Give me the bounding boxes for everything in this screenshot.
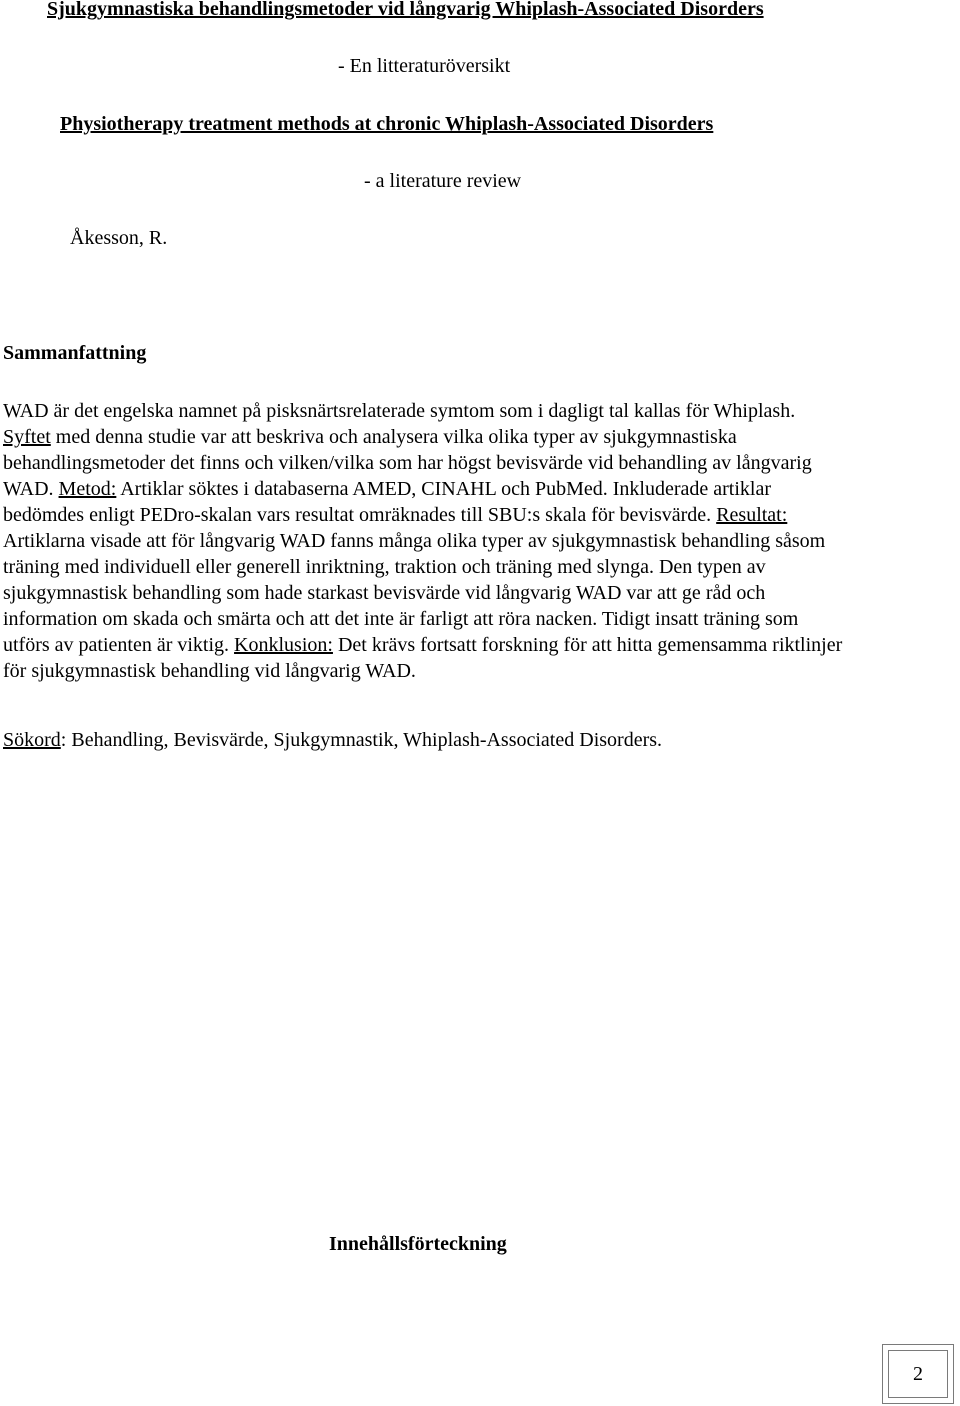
title-swedish: Sjukgymnastiska behandlingsmetoder vid långvarig Whiplash-Associated Disorders: [47, 0, 764, 20]
keywords: [3, 729, 662, 752]
conclusion-text: Det krävs fortsatt forskning för att hitta gemensamma riktlinjer för sjukgymnastisk behandling vid långvarig WAD.: [3, 634, 843, 682]
aim-text: med denna studie var att beskriva och analysera vilka olika typer av sjukgymnastiska behandlingsmetoder det finns och vilken/vilka som har högst bevisvärde vid behandling av långvarig WAD.: [3, 426, 812, 500]
page-number: 2: [888, 1350, 948, 1398]
aim-label: Syftet: [3, 426, 51, 448]
results-text: Artiklarna visade att för långvarig WAD fanns många olika typer av sjukgymnastisk behandling såsom träning med individuell eller generell inriktning, traktion och träning med slynga. Den typen av sjukgymnastisk behandling som hade starkast bevisvärde vid långvarig WAD var att ge råd och information om skada och smärta och att det inte är farligt att röra nacken. Tidigt insatt träning som utförs av patienten är viktig.: [3, 530, 826, 656]
page-number-box: [882, 1344, 954, 1404]
title-english: Physiotherapy treatment methods at chronic Whiplash-Associated Disorders: [60, 113, 714, 135]
abstract-heading: Sammanfattning: [3, 342, 147, 364]
keywords-text: : Behandling, Bevisvärde, Sjukgymnastik, Whiplash-Associated Disorders.: [60, 729, 663, 751]
method-label: Metod:: [58, 478, 117, 500]
method-text: Artiklar söktes i databaserna AMED, CINAHL och PubMed. Inkluderade artiklar bedömdes enligt PEDro-skalan vars resultat omräknades till SBU:s skala för bevisvärde.: [3, 478, 771, 526]
abstract-text: [3, 398, 843, 684]
results-label: Resultat:: [716, 504, 788, 526]
toc-heading: Innehållsförteckning: [329, 1233, 507, 1255]
keywords-label: Sökord: [3, 729, 61, 751]
subtitle-english: - a literature review: [364, 170, 522, 192]
abstract-intro: WAD är det engelska namnet på pisksnärtsrelaterade symtom som i dagligt tal kallas för Whiplash.: [3, 400, 796, 422]
author: Åkesson, R.: [70, 227, 168, 249]
subtitle-swedish: - En litteraturöversikt: [338, 55, 511, 77]
conclusion-label: Konklusion:: [234, 634, 333, 656]
